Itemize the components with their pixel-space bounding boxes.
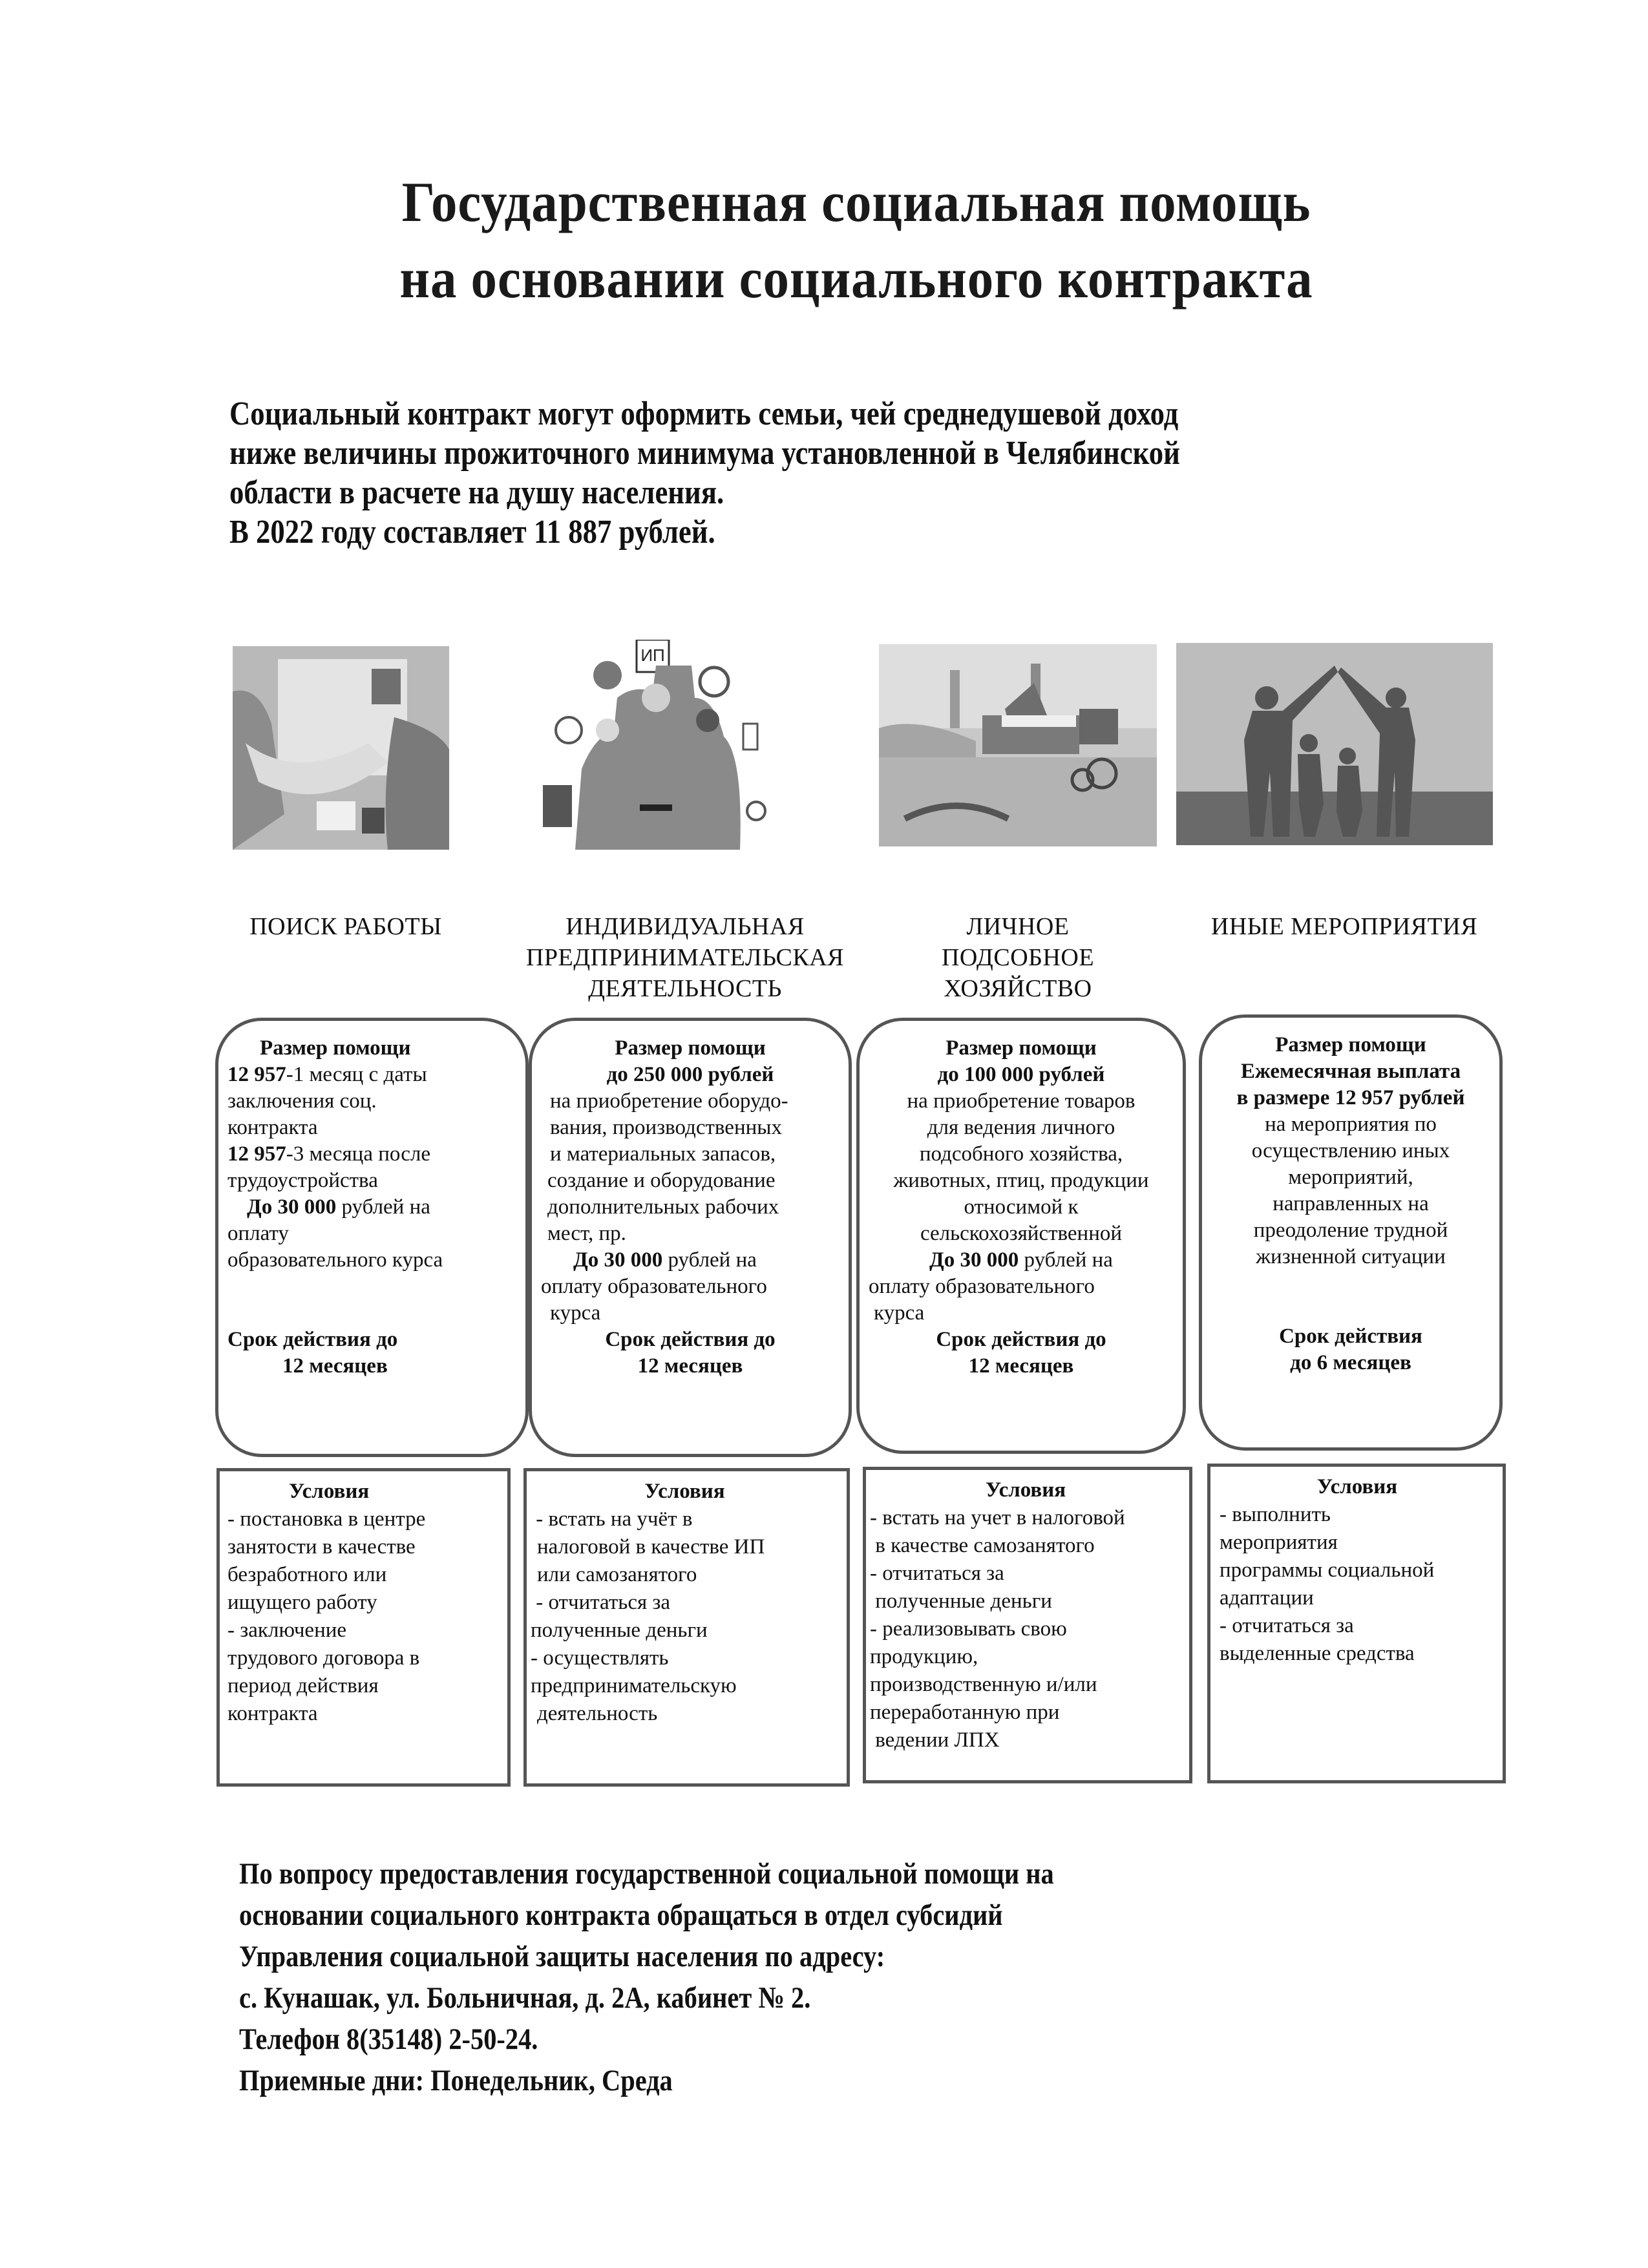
- aid-line: относимой к: [964, 1195, 1079, 1219]
- aid-term: до 6 месяцев: [1290, 1351, 1411, 1374]
- conditions-line: - отчитаться за: [1220, 1614, 1354, 1637]
- conditions-line: - постановка в центре: [227, 1507, 426, 1531]
- conditions-line: период действия: [227, 1674, 379, 1697]
- conditions-box-entrepreneurship: [523, 1468, 850, 1787]
- category-label: ПОДСОБНОЕ: [941, 944, 1095, 971]
- category-personal-farming: [898, 911, 1137, 1004]
- aid-line: контракта: [227, 1116, 318, 1139]
- page-title: [265, 165, 1448, 317]
- aid-line: дополнительных рабочих: [547, 1195, 779, 1219]
- conditions-line: деятельность: [537, 1702, 658, 1725]
- conditions-line: - осуществлять: [531, 1646, 669, 1670]
- intro-paragraph: [229, 394, 1457, 552]
- conditions-line: полученные деньги: [870, 1590, 1052, 1613]
- aid-heading: Размер помощи: [945, 1036, 1097, 1060]
- aid-line: [869, 1247, 1174, 1274]
- aid-line: преодоление трудной: [1253, 1219, 1448, 1242]
- aid-line: образовательного курса: [227, 1248, 443, 1272]
- title-line-2: на основании социального контракта: [399, 247, 1313, 310]
- contact-line-1: По вопросу предоставления государственной социальной помощи на: [239, 1857, 1054, 1891]
- aid-line: мероприятий,: [1288, 1166, 1413, 1189]
- entrepreneurs-illustration: [536, 640, 779, 850]
- contact-phone: Телефон 8(35148) 2-50-24.: [239, 2022, 538, 2056]
- aid-line: направленных на: [1273, 1192, 1429, 1215]
- aid-term: 12 месяцев: [282, 1354, 388, 1378]
- aid-line: на приобретение оборудо-: [550, 1089, 788, 1113]
- aid-term: Срок действия до: [936, 1328, 1106, 1351]
- aid-heading: Размер помощи: [1275, 1033, 1426, 1056]
- aid-amount: До 30 000: [573, 1248, 663, 1272]
- category-individual-entrepreneurship: [494, 911, 876, 1004]
- category-label: ИНЫЕ МЕРОПРИЯТИЯ: [1210, 913, 1478, 940]
- conditions-line: программы социальной: [1220, 1559, 1435, 1582]
- job-search-photo: [233, 646, 449, 850]
- aid-line: сельскохозяйственной: [920, 1222, 1123, 1245]
- aid-text: рублей на: [662, 1248, 757, 1272]
- aid-line: оплату: [227, 1222, 289, 1245]
- aid-line: подсобного хозяйства,: [919, 1142, 1123, 1166]
- conditions-line: безработного или: [227, 1563, 387, 1586]
- conditions-line: выделенные средства: [1220, 1642, 1415, 1665]
- aid-text: -3 месяца после: [286, 1142, 430, 1166]
- aid-line: [541, 1247, 840, 1274]
- category-job-search: [223, 911, 469, 942]
- category-label: ДЕЯТЕЛЬНОСТЬ: [588, 975, 782, 1002]
- intro-line-4: В 2022 году составляет 11 887 рублей.: [229, 514, 715, 551]
- conditions-line: адаптации: [1220, 1586, 1314, 1610]
- conditions-heading: Условия: [644, 1480, 725, 1503]
- aid-line: курса: [550, 1301, 601, 1325]
- aid-amount: До 30 000: [929, 1248, 1019, 1272]
- intro-line-2: ниже величины прожиточного минимума установленной в Челябинской: [229, 435, 1180, 472]
- aid-term: Срок действия до: [605, 1328, 776, 1351]
- conditions-line: продукцию,: [870, 1645, 978, 1668]
- category-other-activities: [1183, 911, 1506, 942]
- conditions-line: налоговой в качестве ИП: [537, 1535, 765, 1559]
- aid-heading: Размер помощи: [615, 1036, 766, 1060]
- aid-amount: в размере 12 957 рублей: [1236, 1086, 1465, 1109]
- aid-amount: 12 957: [227, 1063, 286, 1086]
- conditions-line: - встать на учет в налоговой: [870, 1506, 1125, 1529]
- conditions-line: полученные деньги: [531, 1619, 708, 1642]
- aid-line: вания, производственных: [550, 1116, 782, 1139]
- aid-line: [227, 1062, 516, 1088]
- aid-term: Срок действия: [1279, 1325, 1422, 1348]
- conditions-line: - отчитаться за: [531, 1591, 671, 1614]
- category-label: ЛИЧНОЕ: [966, 913, 1070, 940]
- conditions-line: ведении ЛПХ: [870, 1728, 1000, 1752]
- conditions-heading: Условия: [985, 1478, 1066, 1502]
- conditions-line: контракта: [227, 1702, 318, 1725]
- aid-box-entrepreneurship: [529, 1018, 852, 1457]
- conditions-line: или самозанятого: [537, 1563, 697, 1586]
- aid-term: 12 месяцев: [968, 1354, 1074, 1378]
- family-silhouette-photo: [1176, 643, 1493, 845]
- aid-term: Срок действия до: [227, 1328, 398, 1351]
- conditions-line: занятости в качестве: [227, 1535, 416, 1559]
- ip-label: ИП: [640, 646, 665, 665]
- conditions-box-personal-farming: [863, 1467, 1192, 1783]
- aid-line: и материальных запасов,: [550, 1142, 776, 1166]
- conditions-heading: Условия: [289, 1480, 370, 1503]
- category-label: ПРЕДПРИНИМАТЕЛЬСКАЯ: [525, 944, 845, 971]
- conditions-line: - реализовывать свою: [870, 1617, 1067, 1641]
- aid-text: рублей на: [336, 1195, 430, 1219]
- conditions-box-other-activities: [1207, 1464, 1506, 1783]
- conditions-line: - заключение: [227, 1619, 347, 1642]
- conditions-line: в качестве самозанятого: [870, 1534, 1095, 1557]
- aid-text: рублей на: [1019, 1248, 1113, 1272]
- contact-line-2: основании социального контракта обращаться в отдел субсидий: [239, 1898, 1003, 1932]
- intro-line-3: области в расчете на душу населения.: [229, 474, 724, 511]
- aid-text: -1 месяц с даты: [286, 1063, 427, 1086]
- conditions-heading: Условия: [1316, 1475, 1398, 1498]
- aid-line: [227, 1194, 516, 1221]
- aid-line: заключения соц.: [227, 1089, 377, 1113]
- category-label: ИНДИВИДУАЛЬНАЯ: [565, 913, 805, 940]
- conditions-line: переработанную при: [870, 1701, 1060, 1724]
- title-line-1: Государственная социальная помощь: [401, 171, 1311, 234]
- contact-line-3: Управления социальной защиты населения по адресу:: [239, 1940, 885, 1973]
- conditions-line: производственную и/или: [870, 1673, 1097, 1696]
- aid-box-job-search: [215, 1018, 529, 1457]
- aid-line: создание и оборудование: [547, 1169, 776, 1192]
- aid-amount: до 250 000 рублей: [606, 1063, 774, 1086]
- aid-line: курса: [874, 1301, 925, 1325]
- aid-line: трудоустройства: [227, 1169, 378, 1192]
- aid-term: 12 месяцев: [637, 1354, 743, 1378]
- aid-heading: Размер помощи: [260, 1036, 411, 1060]
- aid-amount: до 100 000 рублей: [937, 1063, 1105, 1086]
- aid-line: на приобретение товаров: [907, 1089, 1136, 1113]
- contact-reception-days: Приемные дни: Понедельник, Среда: [239, 2064, 673, 2097]
- conditions-line: трудового договора в: [227, 1646, 420, 1670]
- conditions-line: мероприятия: [1220, 1531, 1338, 1554]
- conditions-line: - выполнить: [1220, 1503, 1331, 1526]
- aid-box-other-activities: [1199, 1014, 1503, 1451]
- aid-line: оплату образовательного: [541, 1275, 767, 1298]
- aid-line: для ведения личного: [927, 1116, 1115, 1139]
- aid-amount: До 30 000: [247, 1195, 337, 1219]
- conditions-line: - встать на учёт в: [531, 1507, 693, 1531]
- aid-box-personal-farming: [856, 1018, 1186, 1454]
- category-label: ХОЗЯЙСТВО: [944, 975, 1092, 1002]
- contact-info: [239, 1853, 1435, 2101]
- aid-amount: 12 957: [227, 1142, 286, 1166]
- conditions-line: предпринимательскую: [531, 1674, 737, 1697]
- aid-line: на мероприятия по: [1265, 1113, 1437, 1136]
- aid-line: животных, птиц, продукции: [893, 1169, 1149, 1192]
- contact-address: с. Кунашак, ул. Больничная, д. 2А, кабинет № 2.: [239, 1981, 811, 2015]
- aid-line: жизненной ситуации: [1256, 1245, 1446, 1268]
- aid-amount: Ежемесячная выплата: [1240, 1060, 1461, 1083]
- farm-photo: [879, 644, 1157, 846]
- category-label: ПОИСК РАБОТЫ: [249, 913, 442, 940]
- aid-line: оплату образовательного: [869, 1275, 1095, 1298]
- aid-line: мест, пр.: [547, 1222, 626, 1245]
- aid-line: осуществлению иных: [1251, 1139, 1450, 1162]
- conditions-line: - отчитаться за: [870, 1562, 1004, 1585]
- intro-line-1: Социальный контракт могут оформить семьи, чей среднедушевой доход: [229, 395, 1179, 432]
- conditions-box-job-search: [217, 1468, 511, 1787]
- conditions-line: ищущего работу: [227, 1591, 377, 1614]
- aid-line: [227, 1141, 516, 1168]
